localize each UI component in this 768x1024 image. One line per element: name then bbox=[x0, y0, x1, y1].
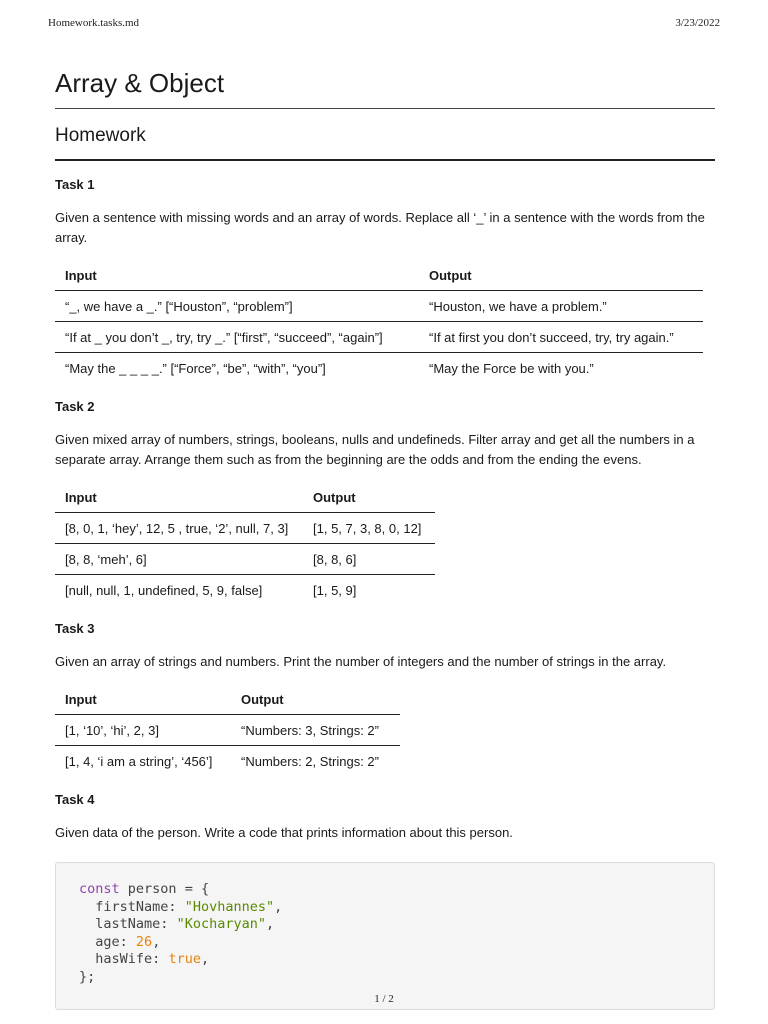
table-row bbox=[55, 353, 703, 384]
output-cell: [1, 5, 9] bbox=[313, 582, 357, 598]
print-filename: Homework.tasks.md bbox=[48, 17, 140, 29]
document-body bbox=[55, 66, 715, 1010]
print-date: 3/23/2022 bbox=[675, 17, 720, 29]
input-header: Input bbox=[55, 484, 303, 513]
code-key: age: bbox=[95, 933, 128, 950]
input-cell: “_, we have a _.” [“Houston”, “problem”] bbox=[55, 291, 419, 322]
code-key: lastName: bbox=[95, 916, 169, 933]
table-row bbox=[55, 291, 703, 322]
input-cell: [1, ‘10’, ‘hi’, 2, 3] bbox=[55, 715, 231, 746]
table-row bbox=[55, 746, 400, 777]
output-cell: [1, 5, 7, 3, 8, 0, 12] bbox=[303, 513, 435, 544]
table-header-row bbox=[55, 484, 435, 513]
page-title: Array & Object bbox=[55, 66, 715, 109]
output-cell: “If at first you don’t succeed, try, try again.” bbox=[419, 322, 703, 353]
table-row bbox=[55, 544, 435, 575]
code-value: true bbox=[168, 951, 201, 968]
task-1-title: Task 1 bbox=[55, 177, 95, 192]
output-header: Output bbox=[419, 262, 703, 291]
table-header-row bbox=[55, 686, 400, 715]
input-cell: [8, 0, 1, ‘hey’, 12, 5 , true, ‘2’, null, 7, 3] bbox=[55, 513, 303, 544]
input-cell: [8, 8, ‘meh’, 6] bbox=[55, 544, 303, 575]
code-comma: , bbox=[200, 951, 210, 968]
code-block bbox=[55, 862, 715, 1010]
table-row bbox=[55, 575, 435, 606]
task-2-table bbox=[55, 484, 435, 605]
input-header: Input bbox=[55, 686, 231, 715]
output-cell: “Houston, we have a problem.” bbox=[419, 291, 703, 322]
task-3-description: Given an array of strings and numbers. Print the number of integers and the number of strings in the array. bbox=[55, 654, 667, 669]
code-comma: , bbox=[274, 898, 283, 915]
page-number: 1 / 2 bbox=[374, 993, 394, 1005]
task-1-description: Given a sentence with missing words and an array of words. Replace all ‘_’ in a sentence with the words from the array. bbox=[55, 210, 705, 245]
table-header-row bbox=[55, 262, 703, 291]
task-1-table bbox=[55, 262, 703, 383]
input-cell: “May the _ _ _ _.” [“Force”, “be”, “with”, “you”] bbox=[65, 360, 326, 376]
code-keyword: const bbox=[79, 881, 120, 897]
code-open: = { bbox=[184, 881, 210, 897]
input-cell: [null, null, 1, undefined, 5, 9, false] bbox=[65, 582, 263, 598]
output-cell: “Numbers: 3, Strings: 2” bbox=[231, 715, 400, 746]
code-value: "Hovhannes" bbox=[184, 898, 275, 915]
task-4-title: Task 4 bbox=[55, 792, 95, 807]
code-key: firstName: bbox=[95, 898, 177, 915]
code-var-name: person bbox=[127, 881, 177, 897]
task-2-description: Given mixed array of numbers, strings, booleans, nulls and undefineds. Filter array and get all the numbers in a separate array. Arrange them such as from the beginning are the odds and from the ending the evens. bbox=[55, 432, 695, 467]
input-header: Input bbox=[55, 262, 419, 291]
output-cell: “May the Force be with you.” bbox=[429, 360, 594, 376]
output-cell: [8, 8, 6] bbox=[303, 544, 435, 575]
table-row bbox=[55, 715, 400, 746]
task-2-title: Task 2 bbox=[55, 399, 95, 414]
task-4-description: Given data of the person. Write a code that prints information about this person. bbox=[55, 825, 513, 840]
code-close: }; bbox=[79, 968, 96, 985]
code-value: "Kocharyan" bbox=[176, 916, 266, 933]
input-cell: “If at _ you don’t _, try, try _.” [“first”, “succeed”, “again”] bbox=[55, 322, 419, 353]
table-row bbox=[55, 322, 703, 353]
output-cell: “Numbers: 2, Strings: 2” bbox=[241, 753, 379, 769]
task-3-title: Task 3 bbox=[55, 621, 95, 636]
code-comma: , bbox=[265, 916, 275, 933]
task-3-table bbox=[55, 686, 400, 776]
code-value: 26 bbox=[135, 933, 153, 950]
code-key: hasWife: bbox=[95, 951, 161, 968]
output-header: Output bbox=[303, 484, 435, 513]
section-heading: Homework bbox=[55, 123, 715, 161]
output-header: Output bbox=[231, 686, 400, 715]
input-cell: [1, 4, ‘i am a string’, ‘456’] bbox=[65, 753, 213, 769]
code-comma: , bbox=[152, 933, 161, 950]
table-row bbox=[55, 513, 435, 544]
